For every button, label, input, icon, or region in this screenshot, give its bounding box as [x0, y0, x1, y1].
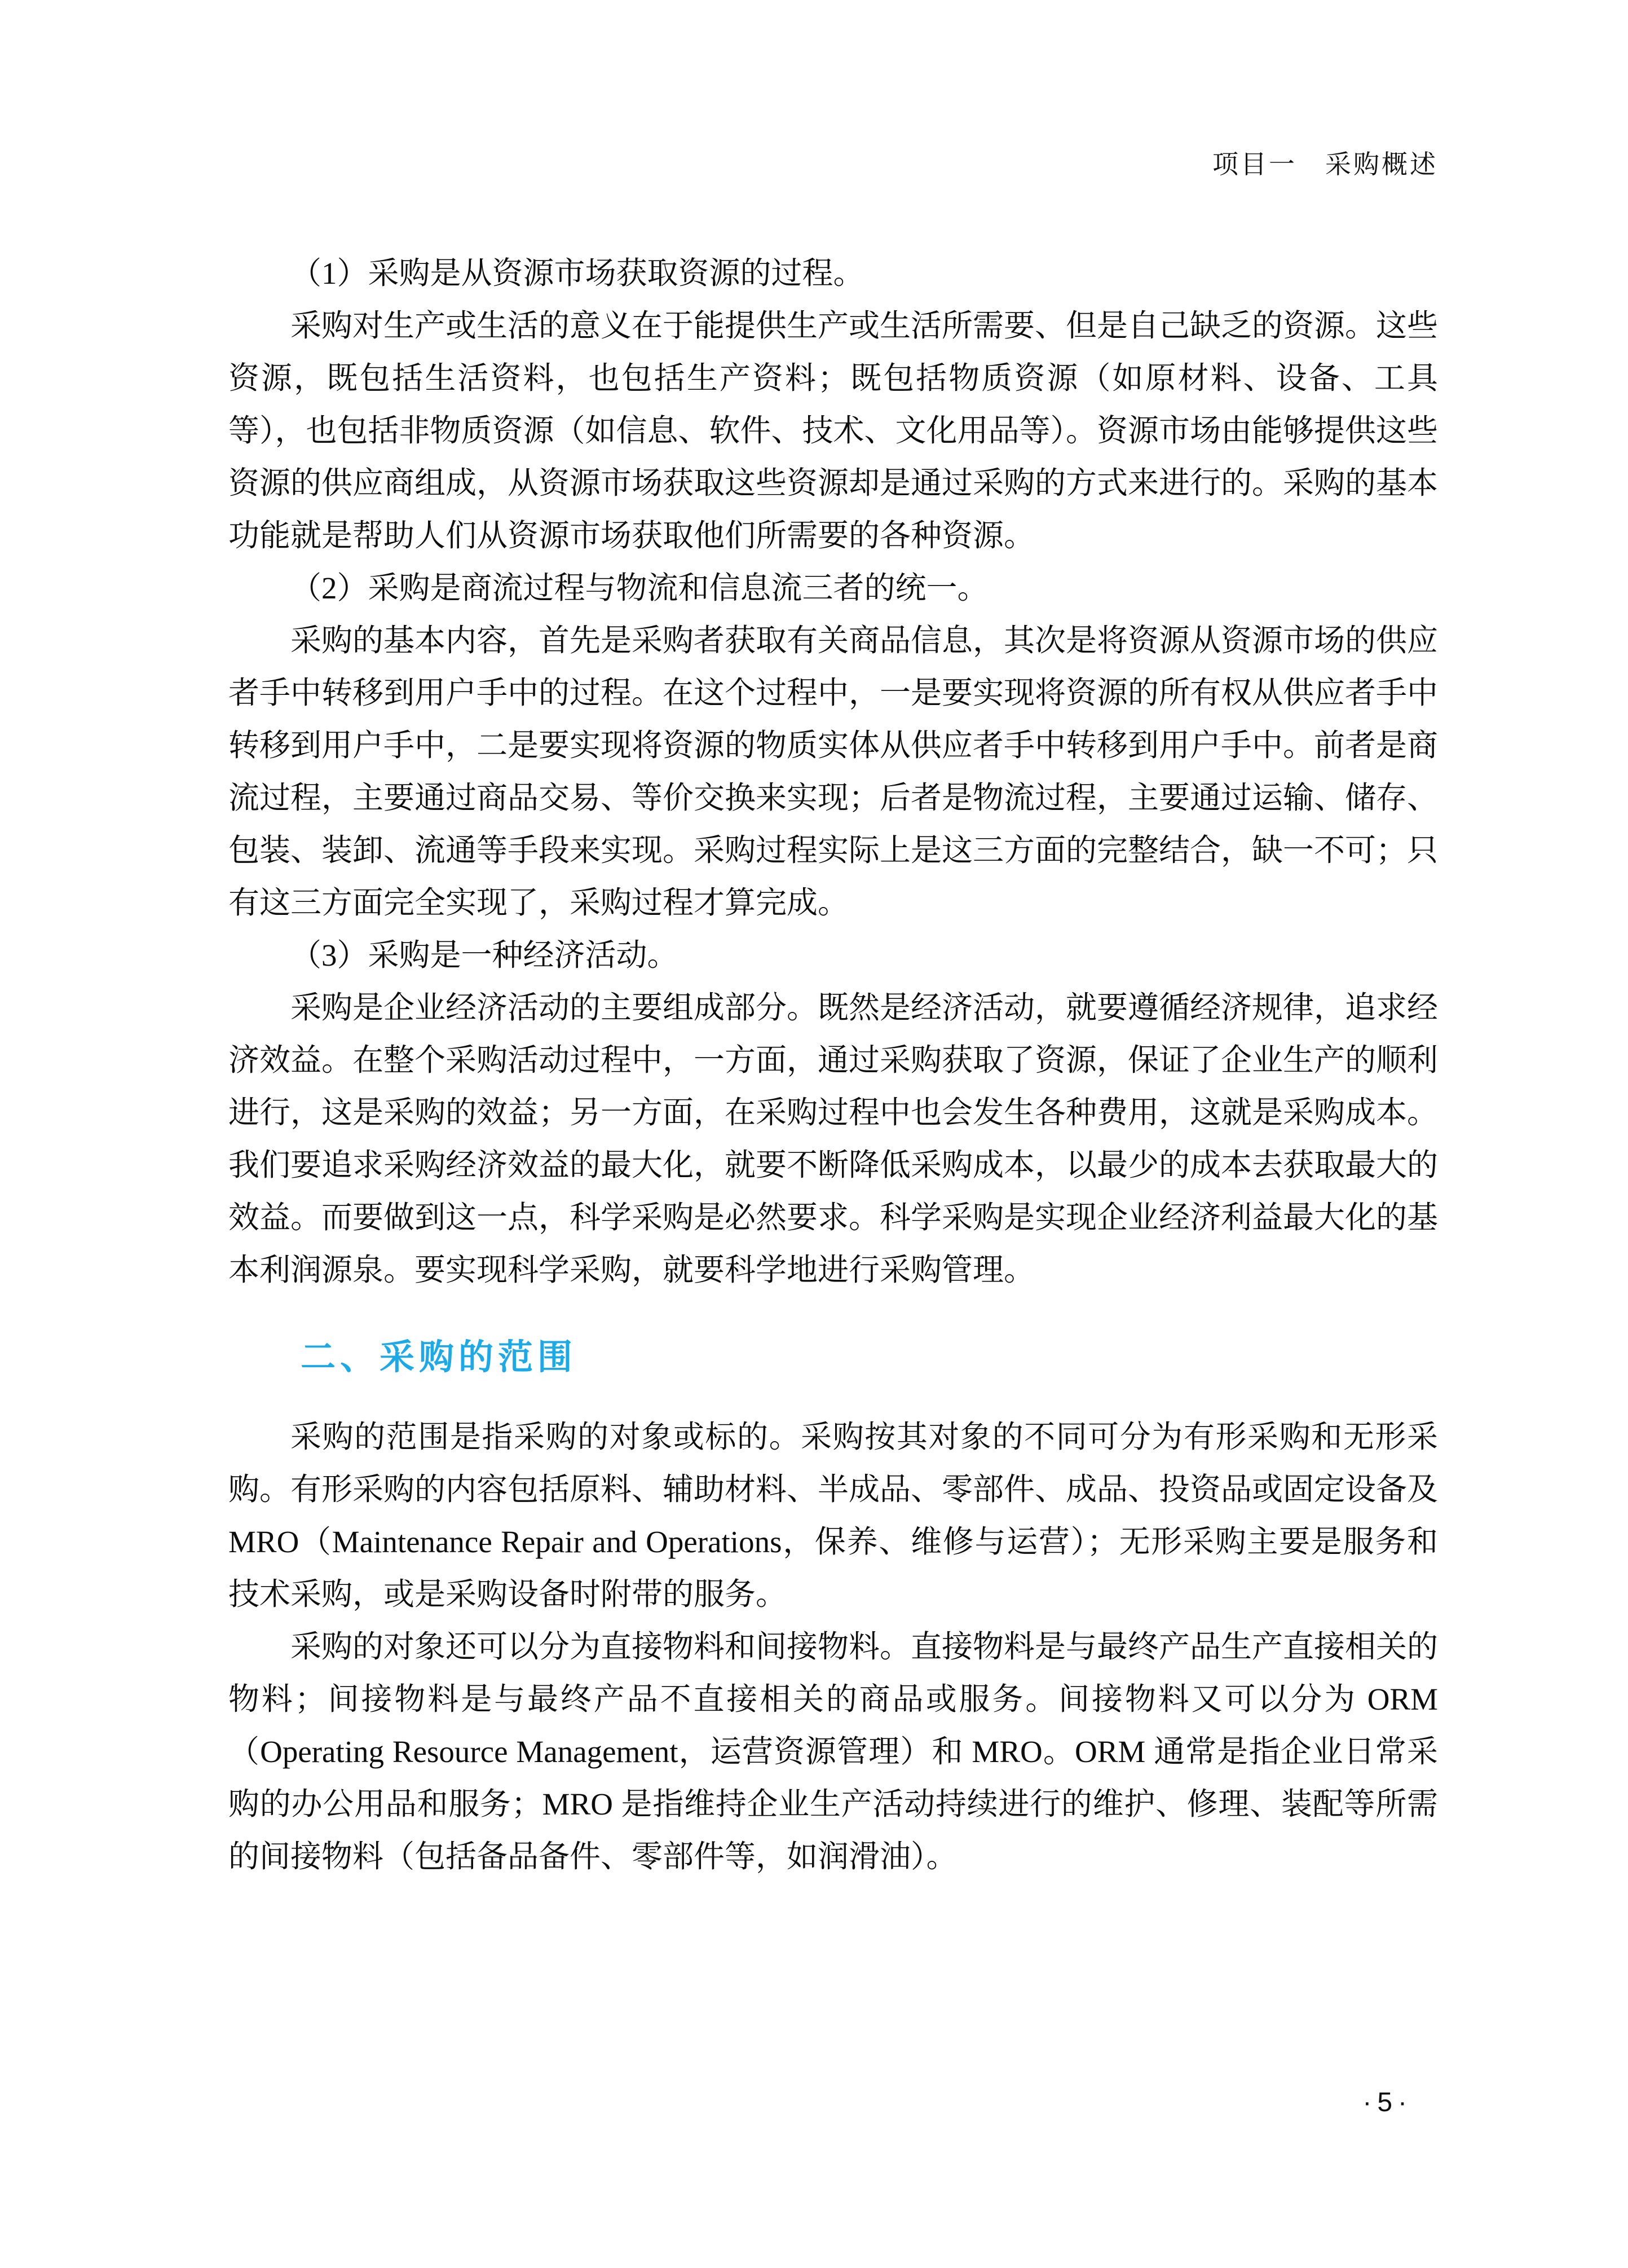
paragraph-scope-1: 采购的范围是指采购的对象或标的。采购按其对象的不同可分为有形采购和无形采购。有形采购的内容包括原料、辅助材料、半成品、零部件、成品、投资品或固定设备及 MRO（Maintenance Repair and Operations，保养、维修与运营）；无形采购主要是服务和技术采购，或是采购设备时附带的服务。	[228, 1420, 1439, 1611]
paragraph-point-1: （1）采购是从资源市场获取资源的过程。	[290, 256, 864, 290]
paragraph-point-3-body: 采购是企业经济活动的主要组成部分。既然是经济活动，就要遵循经济规律，追求经济效益。在整个采购活动过程中，一方面，通过采购获取了资源，保证了企业生产的顺利进行，这是采购的效益；另一方面，在采购过程中也会发生各种费用，这就是采购成本。我们要追求采购经济效益的最大化，就要不断降低采购成本，以最少的成本去获取最大的效益。而要做到这一点，科学采购是必然要求。科学采购是实现企业经济利益最大化的基本利润源泉。要实现科学采购，就要科学地进行采购管理。	[228, 990, 1439, 1287]
paragraph-point-1-body: 采购对生产或生活的意义在于能提供生产或生活所需要、但是自己缺乏的资源。这些资源，既包括生活资料，也包括生产资料；既包括物质资源（如原材料、设备、工具等），也包括非物质资源（如信息、软件、技术、文化用品等）。资源市场由能够提供这些资源的供应商组成，从资源市场获取这些资源却是通过采购的方式来进行的。采购的基本功能就是帮助人们从资源市场获取他们所需要的各种资源。	[228, 309, 1439, 553]
paragraph-point-2-body: 采购的基本内容，首先是采购者获取有关商品信息，其次是将资源从资源市场的供应者手中转移到用户手中的过程。在这个过程中，一是要实现将资源的所有权从供应者手中转移到用户手中，二是要实现将资源的物质实体从供应者手中转移到用户手中。前者是商流过程，主要通过商品交易、等价交换来实现；后者是物流过程，主要通过运输、储存、包装、装卸、流通等手段来实现。采购过程实际上是这三方面的完整结合，缺一不可；只有这三方面完全实现了，采购过程才算完成。	[228, 623, 1439, 920]
running-header: 项目一 采购概述	[1212, 150, 1438, 179]
body-text-block	[228, 247, 1438, 1883]
paragraph-point-2: （2）采购是商流过程与物流和信息流三者的统一。	[290, 571, 989, 605]
paragraph-point-3: （3）采购是一种经济活动。	[290, 938, 678, 972]
paragraph-scope-2: 采购的对象还可以分为直接物料和间接物料。直接物料是与最终产品生产直接相关的物料；间接物料是与最终产品不直接相关的商品或服务。间接物料又可以分为 ORM（Operating Resource Management，运营资源管理）和 MRO。ORM 通常是指企业日常采购的办公用品和服务；MRO 是指维持企业生产活动持续进行的维护、修理、装配等所需的间接物料（包括备品备件、零部件等，如润滑油）。	[228, 1630, 1439, 1874]
section-heading: 二、采购的范围	[301, 1338, 577, 1377]
page-number: ·5·	[1362, 2088, 1413, 2117]
